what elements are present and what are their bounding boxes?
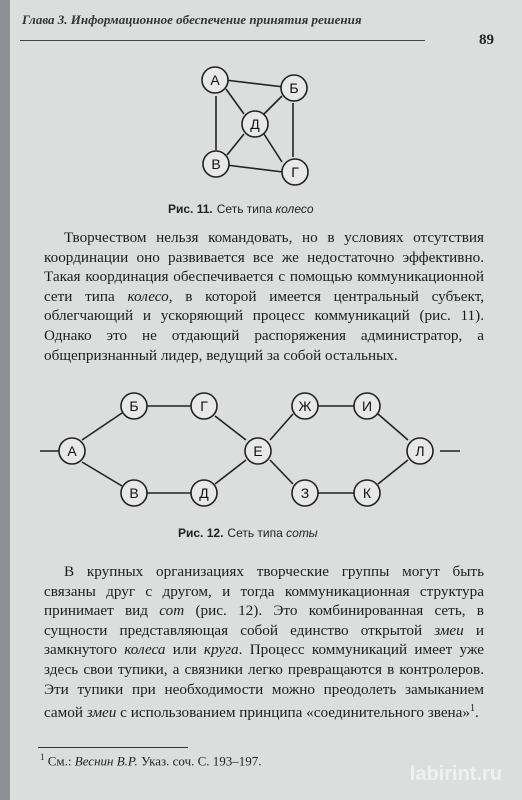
- page-number: 89: [479, 32, 494, 48]
- figure-11-number: Рис. 11.: [168, 202, 213, 216]
- watermark: labirint.ru: [409, 763, 502, 785]
- footnote-rule: [38, 747, 188, 748]
- figure-11-caption: [168, 202, 314, 216]
- node-a-label: А: [210, 72, 220, 88]
- edge-v-d: [227, 134, 244, 155]
- paragraph-2-italic-1: сот: [159, 602, 185, 620]
- paragraph-2-italic-2: змеи: [434, 621, 464, 639]
- node-d-label: Д: [250, 116, 260, 132]
- node-k-label: К: [362, 485, 372, 501]
- figure-12-caption: [178, 526, 318, 540]
- node-g-label: Г: [200, 398, 208, 414]
- edge-e-z: [270, 460, 293, 484]
- node-v-label: В: [129, 485, 139, 501]
- edge-g-e: [215, 416, 246, 440]
- edge-v-g: [226, 165, 283, 172]
- node-a-label: А: [67, 443, 77, 459]
- edge-e-zh: [270, 414, 293, 440]
- footnote: [40, 752, 262, 769]
- figure-12-caption-text: Сеть типа: [227, 526, 287, 540]
- edge-a-v: [82, 462, 122, 486]
- node-b-label: Б: [129, 398, 139, 414]
- footnote-text-before: См.:: [44, 753, 75, 769]
- paragraph-2-text-2: (рис. 12). Это комбинированная сеть, в сущности представляющая собой единство открытой: [44, 602, 484, 639]
- paragraph-2-text-7: .: [475, 704, 479, 722]
- edge-b-d: [264, 96, 282, 114]
- footnote-text-after: Указ. соч. С. 193–197.: [137, 753, 262, 769]
- edge-a-d: [226, 89, 244, 114]
- figure-12-caption-italic: соты: [286, 526, 318, 540]
- footnote-author: Веснин В.Р.: [74, 753, 138, 769]
- edge-a-b: [225, 80, 284, 87]
- paragraph-2-italic-3: колеса: [124, 641, 166, 659]
- node-b-label: Б: [289, 80, 299, 96]
- node-v-label: В: [211, 156, 221, 172]
- paragraph-1-text: Творчеством нельзя командовать, но в условиях отсутствия координации оно развивается все же недостаточно эффективно. Такая координация обеспечивается с помощью коммуникационной сети типа: [44, 229, 484, 305]
- figure-11-caption-italic: колесо: [275, 202, 314, 216]
- paragraph-2-text-3: и замкнутого: [44, 621, 484, 659]
- book-page: [10, 0, 522, 800]
- node-l-label: Л: [415, 443, 425, 459]
- node-i-label: И: [361, 398, 373, 414]
- edge-a-b: [82, 413, 122, 440]
- paragraph-2-text-4: или: [165, 641, 204, 659]
- paragraph-2-italic-5: змеи: [86, 704, 117, 722]
- paragraph-1-italic: колесо: [127, 287, 169, 305]
- paragraph-1-text-2: , в которой имеется центральный субъект, облегчающий и ускоряющий процесс коммуникаций (рис. 11). Однако это не отдающий распоряжения администратор, а общепризнанный лидер, ведущий за собой остальных.: [44, 287, 484, 364]
- paragraph-2-text-6: с использованием принципа «соединительного звена»: [116, 704, 471, 722]
- edge-i-l: [378, 414, 408, 440]
- node-d-label: Д: [199, 485, 209, 501]
- figure-12-number: Рис. 12.: [178, 526, 224, 540]
- edge-k-l: [378, 460, 408, 484]
- paragraph-2: [44, 562, 484, 723]
- edge-g-d: [264, 134, 282, 162]
- figure-11-wheel-diagram: [10, 0, 522, 200]
- figure-11-caption-text: Сеть типа: [216, 202, 276, 216]
- paragraph-2-text-5: . Процесс коммуникаций имеет уже здесь свои тупики, а связники легко превращаются в контролеров. Эти тупики при необходимости можно преодолеть замыканием самой: [44, 641, 484, 722]
- edge-d-e: [215, 460, 246, 484]
- footnote-reference: 1: [470, 703, 476, 715]
- footnote-mark: 1: [40, 752, 45, 762]
- figure-12-honeycomb-diagram: [10, 380, 522, 530]
- chapter-header: Глава 3. Информационное обеспечение принятия решения: [22, 12, 362, 27]
- node-z-label: З: [300, 485, 310, 501]
- paragraph-2-italic-4: круга: [203, 641, 239, 659]
- paragraph-2-text-1: В крупных организациях творческие группы могут быть связаны друг с другом, и тогда коммуникационная структура принимает вид: [44, 563, 484, 620]
- node-g-label: Г: [291, 164, 299, 180]
- node-zh-label: Ж: [298, 398, 312, 414]
- node-e-label: Е: [253, 443, 263, 459]
- paragraph-1: [44, 228, 484, 365]
